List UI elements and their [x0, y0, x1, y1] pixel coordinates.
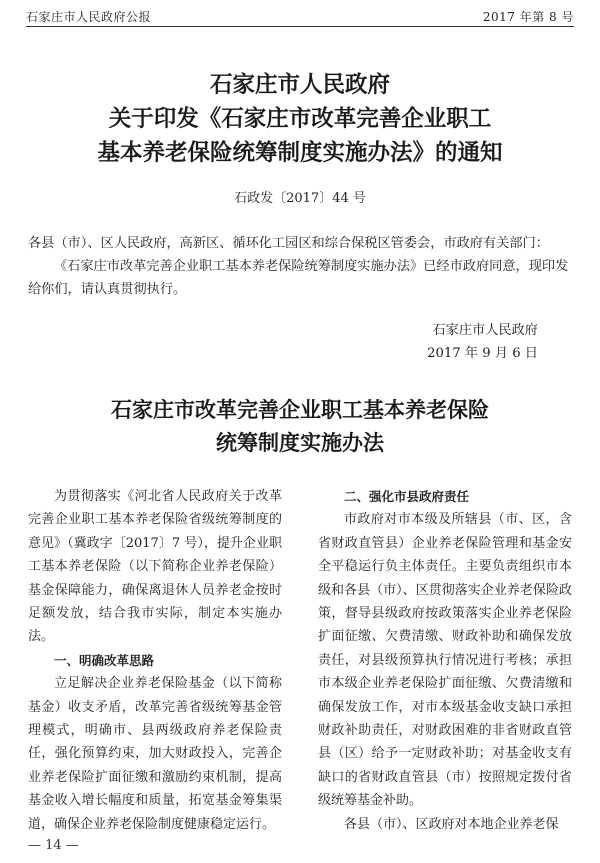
- measures-title-line: 统筹制度实施办法: [216, 430, 384, 455]
- notice-title-line: 关于印发《石家庄市改革完善企业职工: [108, 106, 492, 132]
- intro-paragraph: 为贯彻落实《河北省人民政府关于改革完善企业职工基本养老保险省级统筹制度的意见》（冀政字〔2017〕7 号），提升企业职工基本养老保险（以下简称企业养老保险）基金保障能力，确保离退休人员养老金按时足额发放，结合我市实际，制定本实施办法。: [28, 489, 282, 645]
- notice-title: [0, 68, 600, 170]
- right-column: [318, 485, 572, 836]
- issue-date: 2017 年 9 月 6 日: [427, 346, 538, 361]
- notice-title-line: 石家庄市人民政府: [209, 72, 390, 98]
- section-heading: 一、明确改革思路: [54, 652, 155, 668]
- section-paragraph: 立足解决企业养老保险基金（以下简称基金）收支矛盾，改革完善省级统筹基金管理模式，明确市、县两级政府养老保险责任，强化预算约束，加大财政投入，完善企业养老保险扩面征缴和激励约束机制，提高基金收入增长幅度和质量，拓宽基金筹集渠道，确保企业养老保险制度健康稳定运行。: [28, 676, 282, 832]
- addressee: 各县（市）、区人民政府，高新区、循环化工园区和综合保税区管委会，市政府有关部门：: [28, 236, 549, 251]
- section-heading: 二、强化市县政府责任: [344, 489, 470, 504]
- issue-number: 2017 年第 8 号: [482, 10, 574, 24]
- page-number: — 14 —: [28, 838, 79, 853]
- measures-title: [0, 393, 600, 459]
- section-paragraph: 市政府对市本级及所辖县（市、区，含省财政直管县）企业养老保险管理和基金安全平稳运行负主体责任。主要负责组织市本级和各县（市）、区贯彻落实企业养老保险政策，督导县级政府按政策落实企业养老保险扩面征缴、欠费清缴、财政补助和确保发放责任，对县级预算执行情况进行考核；承担市本级企业养老保险扩面征缴、欠费清缴和确保发放工作，对市本级基金收支缺口承担财政补助责任，对财政困难的非省财政直管县（区）给予一定财政补助；对基金收支有缺口的省财政直管县（市）按照规定拨付省级统筹基金补助。: [318, 512, 572, 809]
- document-number: 石政发〔2017〕44 号: [234, 191, 366, 206]
- measures-title-line: 石家庄市改革完善企业职工基本养老保险: [111, 397, 489, 422]
- publication-name: 石家庄市人民政府公报: [26, 10, 152, 24]
- left-column: [28, 485, 282, 836]
- section-paragraph: 各县（市）、区政府对本地企业养老保: [344, 816, 559, 832]
- page-header: [26, 6, 574, 27]
- signer: 石家庄市人民政府: [432, 323, 538, 338]
- notice-body: 《石家庄市改革完善企业职工基本养老保险统筹制度实施办法》已经市政府同意，现印发给你们，请认真贯彻执行。: [28, 259, 569, 297]
- notice-title-line: 基本养老保险统筹制度实施办法》的通知: [97, 140, 503, 166]
- signature-block: [427, 319, 538, 365]
